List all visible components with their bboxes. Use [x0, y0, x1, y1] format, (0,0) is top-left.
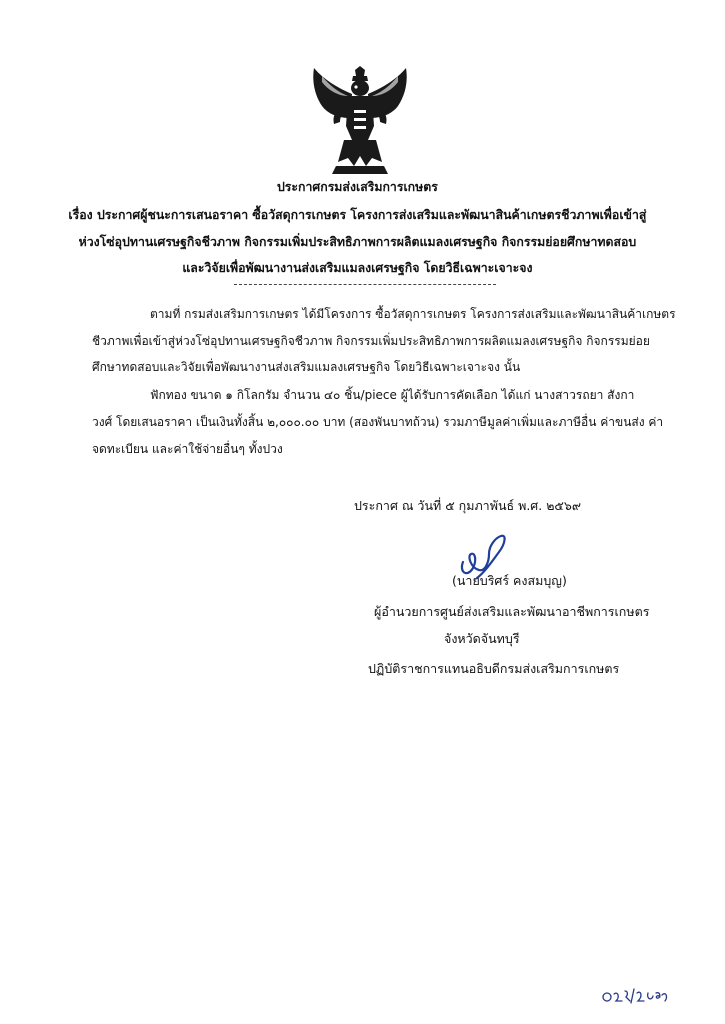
signatory-position-3: ปฏิบัติราชการแทนอธิบดีกรมส่งเสริมการเกษตร: [368, 661, 620, 676]
para1-line-1: ตามที่ กรมส่งเสริมการเกษตร ได้มีโครงการ ซื้อวัสดุการเกษตร โครงการส่งเสริมและพัฒนาสินค้าเกษตร: [150, 307, 676, 321]
subject-line-1: เรื่อง ประกาศผู้ชนะการเสนอราคา ซื้อวัสดุการเกษตร โครงการส่งเสริมและพัฒนาสินค้าเกษตรชีวภาพเพื่อเข้าสู่: [68, 207, 647, 222]
para1-line-2: ชีวภาพเพื่อเข้าสู่ห่วงโซ่อุปทานเศรษฐกิจชีวภาพ กิจกรรมเพิ่มประสิทธิภาพการผลิตแมลงเศรษฐกิจ กิจกรรมย่อย: [92, 334, 650, 348]
dashed-divider: [234, 284, 496, 285]
subject-line-2: ห่วงโซ่อุปทานเศรษฐกิจชีวภาพ กิจกรรมเพิ่มประสิทธิภาพการผลิตแมลงเศรษฐกิจ กิจกรรมย่อยศึกษาทดสอบ: [78, 234, 637, 249]
para2-line-1: ฟักทอง ขนาด ๑ กิโลกรัม จำนวน ๔๐ ชิ้น/piece ผู้ได้รับการคัดเลือก ได้แก่ นางสาวรถยา สังกา: [150, 388, 635, 402]
signatory-position-2: จังหวัดจันทบุรี: [444, 631, 520, 646]
signatory-position-1: ผู้อำนวยการศูนย์ส่งเสริมและพัฒนาอาชีพการเกษตร: [374, 604, 650, 619]
handwritten-doc-number: [600, 985, 670, 1007]
announce-date: ประกาศ ณ วันที่ ๕ กุมภาพันธ์ พ.ศ. ๒๕๖๙: [354, 498, 581, 513]
signatory-name: (นายบริศร์ คงสมบุญ): [452, 573, 567, 588]
agency-title: ประกาศกรมส่งเสริมการเกษตร: [276, 179, 438, 194]
para1-line-3: ศึกษาทดสอบและวิจัยเพื่อพัฒนางานส่งเสริมแมลงเศรษฐกิจ โดยวิธีเฉพาะเจาะจง นั้น: [92, 360, 521, 374]
para2-line-3: จดทะเบียน และค่าใช้จ่ายอื่นๆ ทั้งปวง: [92, 442, 283, 456]
subject-line-3: และวิจัยเพื่อพัฒนางานส่งเสริมแมลงเศรษฐกิจ โดยวิธีเฉพาะเจาะจง: [182, 260, 533, 275]
para2-line-2: วงศ์ โดยเสนอราคา เป็นเงินทั้งสิ้น ๒,๐๐๐.๐๐ บาท (สองพันบาทถ้วน) รวมภาษีมูลค่าเพิ่มและภาษีอื่น ค่าขนส่ง ค่า: [92, 415, 664, 429]
garuda-emblem-icon: [308, 66, 412, 176]
